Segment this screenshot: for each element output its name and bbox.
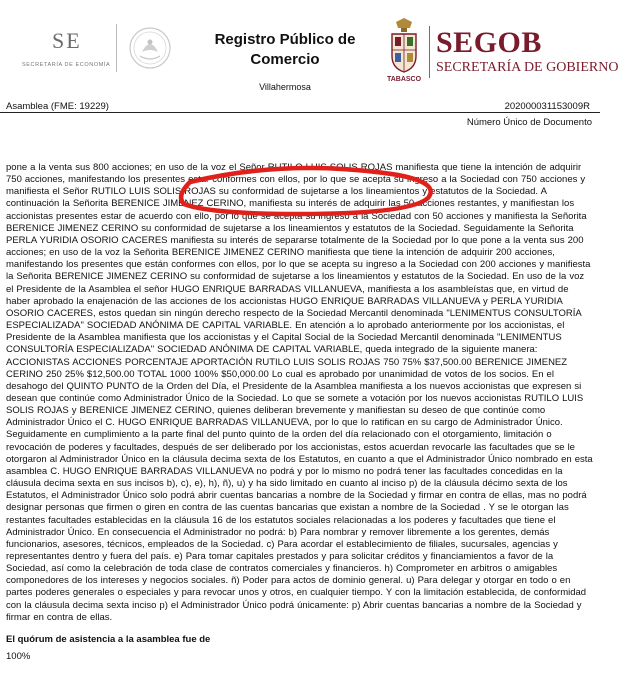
segob-logo-subtitle: SECRETARÍA DE GOBIERNO (436, 60, 618, 75)
city-label: Villahermosa (259, 82, 311, 92)
logo-divider (116, 24, 117, 72)
se-logo-subtitle: SECRETARÍA DE ECONOMÍA (22, 62, 111, 68)
quorum-value: 100% (6, 651, 31, 662)
segob-logo-text: SEGOB (436, 26, 542, 59)
page-title: Registro Público de Comercio (214, 31, 356, 68)
assembly-label: Asamblea (FME: 19229) (6, 101, 109, 112)
header-rule (0, 112, 600, 113)
document-header (0, 0, 618, 92)
document-number-caption: Número Único de Documento (466, 117, 592, 128)
segob-divider (429, 26, 430, 78)
mexico-eagle-seal-icon (128, 26, 172, 70)
tabasco-label: TABASCO (386, 76, 422, 83)
document-number: 202000031153009R (504, 101, 590, 112)
se-logo-icon (22, 22, 118, 82)
se-logo-text: SE (52, 28, 82, 53)
document-body: pone a la venta sus 800 acciones; en uso de la voz el Señor RUTILO LUIS SOLIS ROJAS manifiesta que tiene la intención de adquirir 750 acciones, manifestando los presentes estar conformes con ellos, por lo que se acepta su ingreso a la Sociedad con 750 acciones y manifiesta el Señor RUTILO LUIS SOLIS ROJAS su conformidad de sujetarse a los lineamientos y estatutos de la Sociedad. A continuación la Señorita BERENICE JIMENEZ CERINO, manifiesta su interés de adquirir las 50 acciones restantes, y manifiestan los accionistas presentes estar de acuerdo con ello, por lo que se acepta su ingreso a la Sociedad con 50 acciones y manifiesta la Señorita BERENICE JIMENEZ CERINO su conformidad de sujetarse a los lineamientos y estatutos de la Sociedad. Seguidamente la Señorita PERLA YURIDIA OSORIO CACERES manifiesta su interés de separarse totalmente de la Sociedad por lo que pone a la venta sus 200 acciones; en uso de la voz la Señorita BERENICE JIMENEZ CERINO manifiesta que tiene la intención de adquirir 200 acciones, manifestando los presentes que están conformes con ellos, por lo que se acepta su ingreso a la Sociedad con 200 acciones y manifiesta la Señorita BERENICE JIMENEZ CERINO su conformidad de sujetarse a los lineamientos y estatutos de la Sociedad. En uso de la voz el Presidente de la Asamblea el señor HUGO ENRIQUE BARRADAS VILLANUEVA, manifiesta a los asambleístas que, en virtud de haber aprobado la enajenación de las acciones de los accionistas HUGO ENRIQUE BARRADAS VILLANUEVA y PERLA YURIDIA OSORIO CACERES, estos quedan sin ningún derecho respecto de la Sociedad Mercantil denominada "LENIMENTUS CONSULTORÍA ESPECIALIZADA" SOCIEDAD ANÓNIMA DE CAPITAL VARIABLE. En atención a lo aprobado anteriormente por los accionistas, el Presidente de la Asamblea manifiesta que los accionistas y el Capital Social de la Sociedad Mercantil denominada "LENIMENTUS CONSULTORÍA ESPECIALIZADA" SOCIEDAD ANÓNIMA DE CAPITAL VARIABLE, queda integrado de la siguiente manera: ACCIONISTAS ACCIONES PORCENTAJE APORTACIÓN RUTILO LUIS SOLIS ROJAS 750 75% $37,500.00 BERENICE JIMENEZ CERINO 250 25% $12,500.00 TOTAL 1000 100% $50,000.00 Lo cual es aprobado por unanimidad de votos de los socios. En el desahogo del QUINTO PUNTO de la Orden del Día, el Presidente de la Asamblea manifiesta a los nuevos accionistas que expresen si desean que continúe como Administrador Único de la Sociedad. Lo que se somete a votación por los nuevos accionistas RUTILO LUIS SOLIS ROJAS y BERENICE JIMENEZ CERINO, quienes deliberan brevemente y manifiestan su deseo de que continúe como Administrador Único el C. HUGO ENRIQUE BARRADAS VILLANUEVA, por lo que lo ratifican en su cargo de Administrador Único. Seguidamente en cumplimiento a la parte final del punto quinto de la orden del día relacionado con el otorgamiento, limitación o revocación de poderes y facultades, después de ser deliberado por los accionistas, estos acuerdan revocarle las facultades que se le otorgaron al Administrador Único en la cláusula decima sexta de los Estatutos, en cuanto a que el Administrador Único nombrado en esta asamblea C. HUGO ENRIQUE BARRADAS VILLANUEVA no podrá y por lo mismo no podrá tener las facultades concedidas en la cláusula decima sexta en sus incisos b), c), e), h), ñ), u) y ha sido limitado en cuanto al inciso p) de la cláusula décimo sexta de los Estatutos, el Administrador Único solo podrá abrir cuentas bancarias a nombre de la Sociedad y firmar en contra de ellas, mas no podrá designar personas que firmen o giren en contra de las cuentas bancarias que existan a nombre de la Sociedad . Y se le otorgan las restantes facultades establecidas en la cláusula 16 de los estatutos sociales relacionadas a los poderes y facultades que tiene el Administrador Único. En consecuencia el Administrador no podrá: b) Para nombrar y remover libremente a los gerentes, demás funcionarios, asesores, técnicos, empleados de la Sociedad. c) Para acordar el establecimiento de filiales, sucursales, agencias y representantes dentro y fuera del país. e) Para tomar capitales prestados y para solicitar créditos y financiamientos a favor de la Sociedad, así como la celebración de toda clase de contratos comerciales y financieros. h) Comprometer en arbitros o amigables componedores de los intereses y negocios sociales. ñ) Poder para actos de dominio general. u) Para delegar y otorgar en todo o en partes poderes generales o especiales y para revocar unos y otros, en cualquier tiempo. Y con la limitación establecida, de conformidad con la cláusula decima sexta inciso p) el Administrador Único podrá únicamente: p) Abrir cuentas bancarias a nombre de la Sociedad y firmar en contra de ellas. (6, 162, 593, 623)
quorum-heading: El quórum de asistencia a la asamblea fue de (6, 634, 211, 645)
